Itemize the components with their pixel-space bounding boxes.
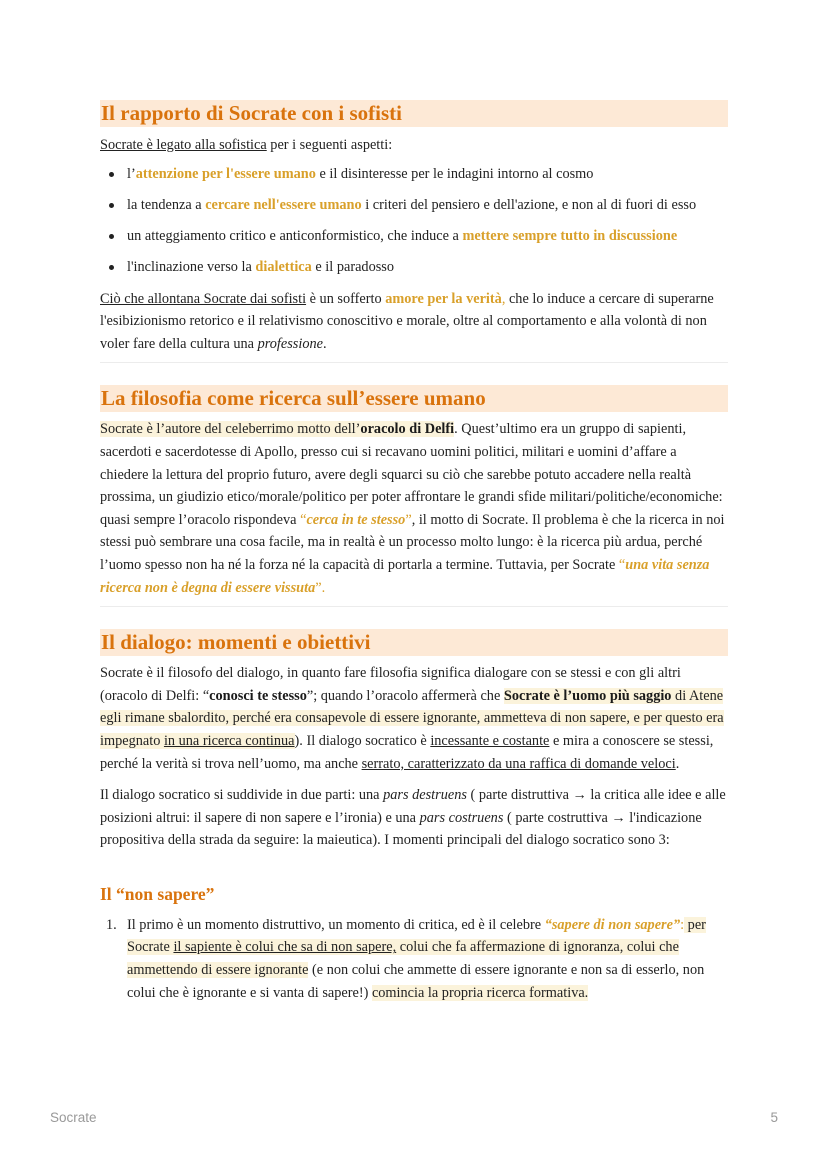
text: , [501,290,506,307]
text: e il disinteresse per le indagini intorno al cosmo [315,165,594,182]
text: : [680,916,685,933]
text: ”. [315,579,326,596]
bullet-icon [109,234,114,239]
text: ”; quando l’oracolo affermerà che [306,687,504,704]
text: di Atene egli rimane sbalordito, perché era consapevole di essere ignorante, ammetteva di non sapere, e per questo era impegnato [100,687,724,749]
underlined-text: Socrate è legato alla sofistica [100,137,267,153]
highlight-text: cercare nell'essere umano [205,196,362,213]
highlight-text: dialettica [255,258,312,275]
bullet-list [100,159,728,283]
quote-text: “sapere di non sapere” [544,916,681,933]
text: “ [300,511,307,528]
section-heading-dialogo: Il dialogo: momenti e obiettivi [100,629,728,656]
list-item [100,252,728,283]
highlight-text: amore per la verità [385,290,502,307]
underlined-text: incessante e costante [430,732,550,749]
paragraph-pars [100,784,728,852]
highlighted-text [100,421,454,437]
section-heading-ricerca: La filosofia come ricerca sull’essere umano [100,385,728,412]
list-item [100,190,728,221]
text: Il dialogo socratico si suddivide in due parti: una [100,787,384,804]
bullet-icon [109,265,114,270]
text: per Socrate [127,916,706,956]
list-item [100,221,728,252]
list-number: 1. [106,916,117,933]
text: Socrate è il filosofo del dialogo, in quanto fare filosofia significa dialogare con se stessi e con gli altri (oracolo di Delfi: “ [100,665,681,704]
text: e il paradosso [311,258,394,275]
text: che lo induce a cercare di superarne l'esibizionismo retorico e il relativismo conoscitivo e morale, oltre al comportamento e alla volontà di non voler fare della cultura una [100,290,714,352]
bold-text: conosci te stesso [209,687,307,704]
list-item [100,914,728,1004]
bullet-icon [109,172,114,177]
text: ). Il dialogo socratico è [294,732,431,749]
italic-text: pars costruens [419,809,504,826]
highlighted-text: comincia la propria ricerca formativa. [371,984,589,1001]
quote-text: cerca in te stesso [306,511,406,528]
text: ( parte distruttiva → la critica alle idee e alle posizioni altrui: il sapere di non sapere e l’ironia) e una [100,787,726,826]
paragraph-dialogo [100,662,728,775]
italic-text: pars destruens [383,787,467,804]
text: . [322,335,327,352]
text: . [675,755,680,772]
subheading-non-sapere: Il “non sapere” [100,883,215,904]
text: . Quest’ultimo era un gruppo di sapienti, sacerdoti e sacerdotesse di Apollo, presso cui si recavano uomini politici, militari e uomini d’affare a chiedere la lettura del proprio futuro, avere degli squarci su ciò che sarebbe potuto accadere nella realtà prossima, un giudizio etico/morale/politico per poter affrontare le grandi sfide militari/politiche/economiche: quasi sempre l’oracolo rispondeva [100,421,723,528]
divider [100,606,728,607]
footer-title: Socrate [50,1110,97,1125]
underlined-text: il sapiente è colui che sa di non sapere, [173,939,397,956]
text: Il primo è un momento distruttivo, un momento di critica, ed è il celebre [127,916,545,933]
text: l'inclinazione verso la [127,258,256,275]
text: ” [405,511,412,528]
italic-text: professione [257,335,323,352]
text: la tendenza a [127,196,206,213]
underlined-text: Ciò che allontana Socrate dai sofisti [100,290,307,307]
text: e mira a conoscere se stessi, perché la verità si trova nell’uomo, ma anche [100,732,714,772]
underlined-text: in una ricerca continua [163,732,295,749]
highlight-text: mettere sempre tutto in discussione [462,227,678,244]
underlined-text: serrato, caratterizzato da una raffica di domande veloci [361,755,676,772]
numbered-list [100,914,728,1004]
text: l’ [127,165,136,182]
text: per i seguenti aspetti: [266,137,393,153]
bullet-icon [109,203,114,208]
paragraph-intro [100,134,728,157]
document-page [100,100,728,1004]
text: è un sofferto [306,290,386,307]
text: un atteggiamento critico e anticonformistico, che induce a [127,227,463,244]
paragraph-verita [100,288,728,356]
text: i criteri del pensiero e dell'azione, e non al di fuori di esso [361,196,697,213]
paragraph-oracolo [100,418,728,599]
highlight-text: attenzione per l'essere umano [135,165,316,182]
bold-text: Socrate è l’uomo più saggio [503,687,672,704]
text: Socrate è l’autore del celeberrimo motto dell’ [100,421,361,438]
quote-text: una vita senza ricerca non è degna di essere vissuta [100,556,710,596]
divider [100,362,728,363]
section-heading-sofisti: Il rapporto di Socrate con i sofisti [100,100,728,127]
bold-text: oracolo di Delfi [360,421,455,438]
text: “ [618,556,626,573]
page-number: 5 [770,1110,778,1125]
text: colui che fa affermazione di ignoranza, colui che ammettendo di essere ignorante [127,939,679,979]
text: (e non colui che ammette di essere ignorante e non sa di esserlo, non colui che è ignorante e si vanta di sapere!) [127,962,705,1001]
text: , il motto di Socrate. Il problema è che la ricerca in noi stessi può sembrare una cosa facile, ma in realtà è un processo molto lungo: è la ricerca più ardua, perché l’uomo spesso non ha né la forza né la capacità di portarla a termine. Tuttavia, per Socrate [100,511,725,573]
list-item [100,159,728,190]
text: ( parte costruttiva → l'indicazione propositiva della strada da seguire: la maieutica). I momenti principali del dialogo socratico sono 3: [100,809,702,849]
